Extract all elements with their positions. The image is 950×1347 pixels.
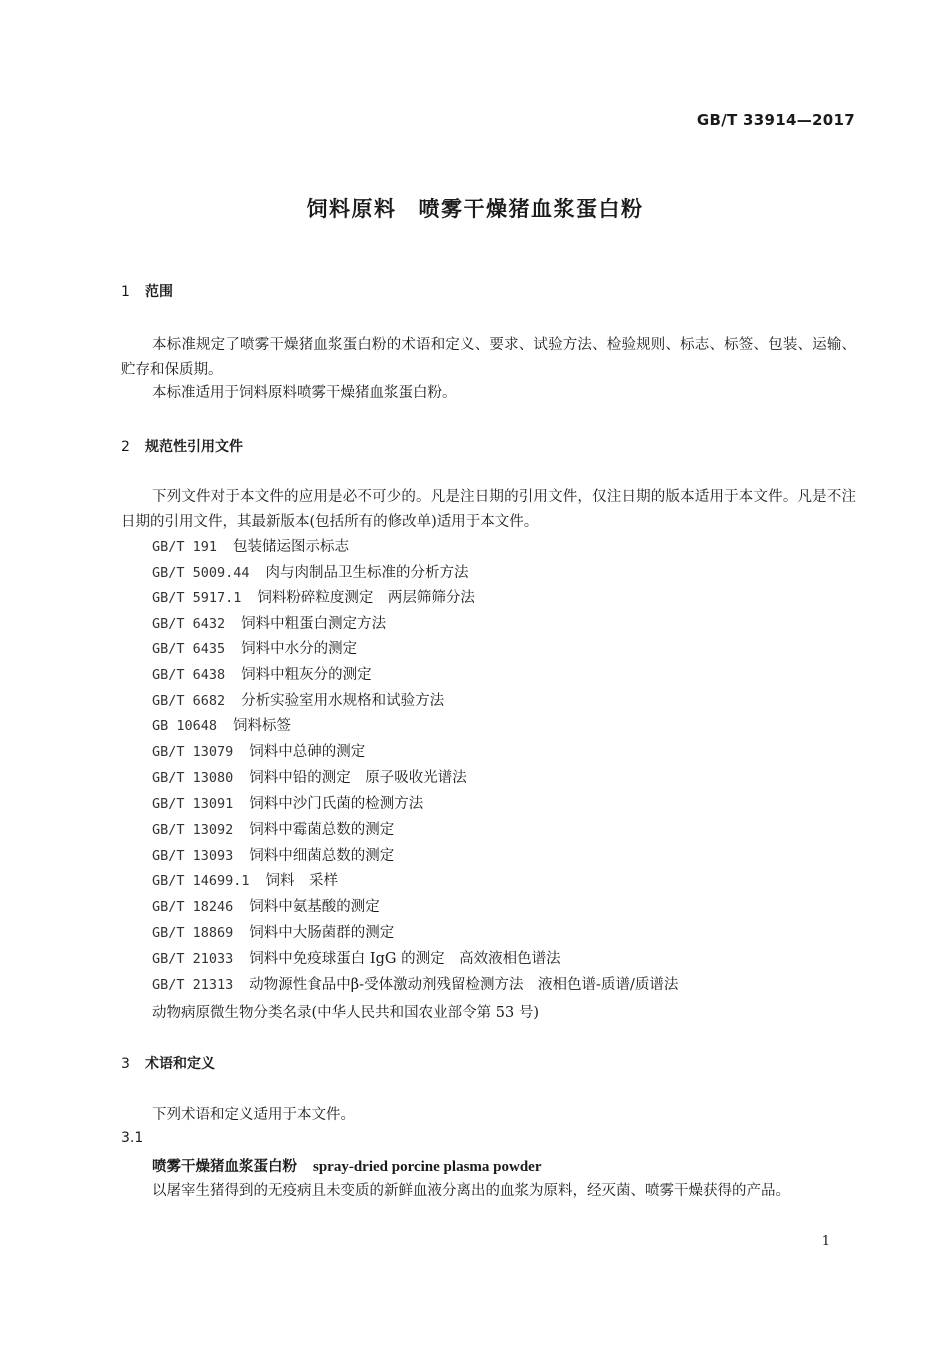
section-title: 范围 [145,284,173,300]
reference-item: GB/T 18869 饲料中大肠菌群的测定 [152,925,395,941]
page-number: 1 [821,1234,830,1249]
subsection-number: 3.1 [121,1130,144,1146]
scope-paragraph-1: 本标准规定了喷雾干燥猪血浆蛋白粉的术语和定义、要求、试验方法、检验规则、标志、标签、包装、运输、贮存和保质期。 [121,337,856,378]
term-definition: 以屠宰生猪得到的无疫病且未变质的新鲜血液分离出的血浆为原料，经灭菌、喷雾干燥获得的产品。 [152,1183,790,1199]
scope-paragraph-2: 本标准适用于饲料原料喷雾干燥猪血浆蛋白粉。 [152,385,457,401]
reference-item: GB/T 13079 饲料中总砷的测定 [152,744,366,760]
title-part-1: 饲料原料 [306,197,397,221]
reference-item: GB/T 6438 饲料中粗灰分的测定 [152,667,372,683]
term-chinese: 喷雾干燥猪血浆蛋白粉 [152,1159,297,1175]
section-2-heading [121,436,243,456]
extra-reference: 动物病原微生物分类名录(中华人民共和国农业部令第 53 号) [152,1005,539,1021]
section-number: 3 [121,1056,130,1072]
references-intro: 下列文件对于本文件的应用是必不可少的。凡是注日期的引用文件，仅注日期的版本适用于本文件。凡是不注日期的引用文件，其最新版本(包括所有的修改单)适用于本文件。 [121,489,856,530]
title-part-2: 喷雾干燥猪血浆蛋白粉 [418,197,644,221]
reference-item: GB/T 191 包装储运图示标志 [152,539,350,555]
reference-item: GB 10648 饲料标签 [152,718,292,734]
reference-item: GB/T 18246 饲料中氨基酸的测定 [152,899,380,915]
reference-item: GB/T 13092 饲料中霉菌总数的测定 [152,822,395,838]
reference-item: GB/T 21033 饲料中免疫球蛋白 IgG 的测定 高效液相色谱法 [152,951,561,967]
terms-intro: 下列术语和定义适用于本文件。 [152,1107,355,1123]
reference-item: GB/T 13080 饲料中铅的测定 原子吸收光谱法 [152,770,467,786]
term-english: spray-dried porcine plasma powder [313,1159,542,1175]
section-title: 规范性引用文件 [145,439,243,455]
document-title [0,193,950,223]
section-number: 1 [121,284,130,300]
section-number: 2 [121,439,130,455]
reference-item: GB/T 13091 饲料中沙门氏菌的检测方法 [152,796,424,812]
reference-item: GB/T 13093 饲料中细菌总数的测定 [152,848,395,864]
reference-item: GB/T 5009.44 肉与肉制品卫生标准的分析方法 [152,565,469,581]
reference-item: GB/T 6682 分析实验室用水规格和试验方法 [152,693,445,709]
reference-item: GB/T 6435 饲料中水分的测定 [152,641,358,657]
section-3-heading [121,1053,215,1073]
reference-item: GB/T 5917.1 饲料粉碎粒度测定 两层筛筛分法 [152,590,475,606]
section-1-heading [121,281,173,301]
standard-code: GB/T 33914—2017 [696,111,855,129]
section-title: 术语和定义 [145,1056,215,1072]
reference-item: GB/T 21313 动物源性食品中β-受体激动剂残留检测方法 液相色谱-质谱/质谱法 [152,977,679,993]
term-entry [152,1155,541,1176]
reference-item: GB/T 14699.1 饲料 采样 [152,873,339,889]
reference-item: GB/T 6432 饲料中粗蛋白测定方法 [152,616,387,632]
